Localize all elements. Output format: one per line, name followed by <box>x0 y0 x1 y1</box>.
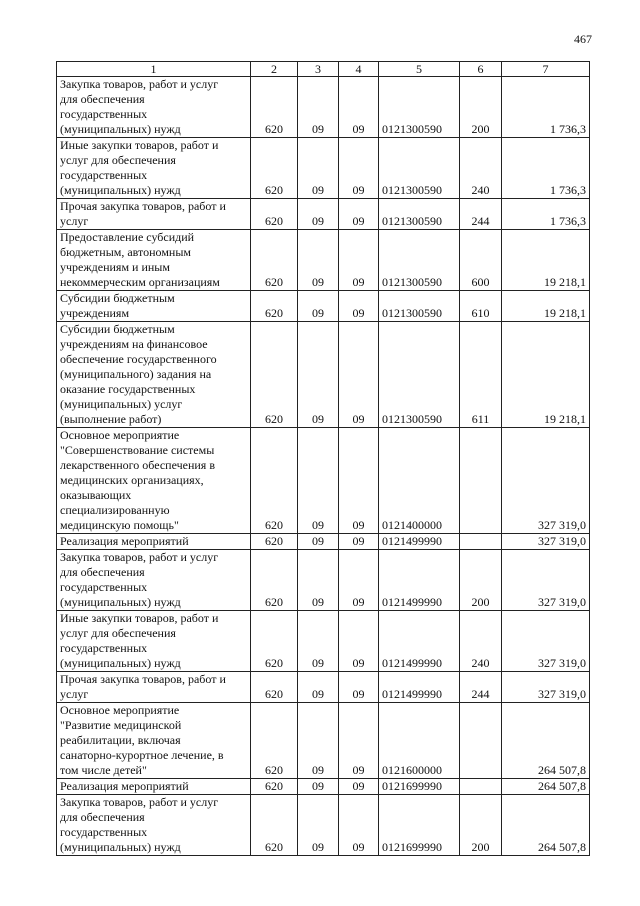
row-ministry-code: 620 <box>251 199 298 230</box>
row-item-name: Иные закупки товаров, работ и услуг для обеспечения государственных (муниципальных) нужд <box>57 138 251 199</box>
row-subsection-code: 09 <box>339 291 379 322</box>
row-expense-type: 244 <box>460 672 502 703</box>
row-expense-type: 240 <box>460 611 502 672</box>
row-target-article: 0121499990 <box>379 534 460 550</box>
table-row <box>57 534 590 550</box>
row-amount: 327 319,0 <box>502 428 590 534</box>
row-target-article: 0121300590 <box>379 199 460 230</box>
table-row <box>57 291 590 322</box>
row-section-code: 09 <box>298 199 339 230</box>
table-row <box>57 672 590 703</box>
row-item-name: Закупка товаров, работ и услуг для обеспечения государственных (муниципальных) нужд <box>57 795 251 856</box>
table-row <box>57 550 590 611</box>
row-expense-type: 600 <box>460 230 502 291</box>
row-amount: 327 319,0 <box>502 672 590 703</box>
table-row <box>57 779 590 795</box>
header-col-5: 5 <box>379 62 460 77</box>
table-row <box>57 703 590 779</box>
header-col-6: 6 <box>460 62 502 77</box>
row-item-name: Реализация мероприятий <box>57 534 251 550</box>
row-section-code: 09 <box>298 779 339 795</box>
row-expense-type: 610 <box>460 291 502 322</box>
row-item-name: Основное мероприятие "Развитие медицинской реабилитации, включая санаторно-курортное лечение, в том числе детей" <box>57 703 251 779</box>
row-item-name: Закупка товаров, работ и услуг для обеспечения государственных (муниципальных) нужд <box>57 77 251 138</box>
row-subsection-code: 09 <box>339 230 379 291</box>
row-subsection-code: 09 <box>339 779 379 795</box>
row-section-code: 09 <box>298 230 339 291</box>
table-row <box>57 199 590 230</box>
row-section-code: 09 <box>298 138 339 199</box>
row-amount: 327 319,0 <box>502 611 590 672</box>
row-section-code: 09 <box>298 428 339 534</box>
row-target-article: 0121600000 <box>379 703 460 779</box>
row-target-article: 0121300590 <box>379 230 460 291</box>
table-row <box>57 230 590 291</box>
row-expense-type: 200 <box>460 795 502 856</box>
row-amount: 327 319,0 <box>502 534 590 550</box>
row-target-article: 0121699990 <box>379 795 460 856</box>
row-subsection-code: 09 <box>339 77 379 138</box>
row-item-name: Реализация мероприятий <box>57 779 251 795</box>
row-section-code: 09 <box>298 534 339 550</box>
row-expense-type: 200 <box>460 77 502 138</box>
row-ministry-code: 620 <box>251 322 298 428</box>
row-section-code: 09 <box>298 550 339 611</box>
table-row <box>57 77 590 138</box>
row-amount: 19 218,1 <box>502 322 590 428</box>
table-row <box>57 428 590 534</box>
row-ministry-code: 620 <box>251 550 298 611</box>
row-ministry-code: 620 <box>251 534 298 550</box>
header-col-3: 3 <box>298 62 339 77</box>
table-header-row <box>57 62 590 77</box>
row-item-name: Субсидии бюджетным учреждениям на финансовое обеспечение государственного (муниципального) задания на оказание государственных (муниципальных) услуг (выполнение работ) <box>57 322 251 428</box>
table-row <box>57 138 590 199</box>
row-expense-type <box>460 703 502 779</box>
row-section-code: 09 <box>298 672 339 703</box>
row-expense-type <box>460 428 502 534</box>
budget-table <box>56 61 590 856</box>
row-item-name: Прочая закупка товаров, работ и услуг <box>57 199 251 230</box>
table-row <box>57 795 590 856</box>
row-subsection-code: 09 <box>339 795 379 856</box>
row-target-article: 0121400000 <box>379 428 460 534</box>
row-amount: 19 218,1 <box>502 291 590 322</box>
row-amount: 1 736,3 <box>502 199 590 230</box>
row-item-name: Закупка товаров, работ и услуг для обеспечения государственных (муниципальных) нужд <box>57 550 251 611</box>
row-section-code: 09 <box>298 795 339 856</box>
row-ministry-code: 620 <box>251 611 298 672</box>
row-ministry-code: 620 <box>251 672 298 703</box>
row-item-name: Субсидии бюджетным учреждениям <box>57 291 251 322</box>
row-subsection-code: 09 <box>339 428 379 534</box>
row-amount: 1 736,3 <box>502 138 590 199</box>
row-amount: 327 319,0 <box>502 550 590 611</box>
row-target-article: 0121699990 <box>379 779 460 795</box>
row-expense-type: 200 <box>460 550 502 611</box>
table-row <box>57 322 590 428</box>
row-expense-type: 240 <box>460 138 502 199</box>
header-col-7: 7 <box>502 62 590 77</box>
header-col-2: 2 <box>251 62 298 77</box>
row-ministry-code: 620 <box>251 428 298 534</box>
row-expense-type <box>460 779 502 795</box>
row-subsection-code: 09 <box>339 322 379 428</box>
page-number: 467 <box>574 32 592 46</box>
row-ministry-code: 620 <box>251 291 298 322</box>
table-row <box>57 611 590 672</box>
row-amount: 1 736,3 <box>502 77 590 138</box>
row-expense-type: 611 <box>460 322 502 428</box>
row-amount: 19 218,1 <box>502 230 590 291</box>
row-target-article: 0121300590 <box>379 138 460 199</box>
row-expense-type: 244 <box>460 199 502 230</box>
header-col-4: 4 <box>339 62 379 77</box>
row-amount: 264 507,8 <box>502 795 590 856</box>
row-subsection-code: 09 <box>339 199 379 230</box>
row-ministry-code: 620 <box>251 77 298 138</box>
header-col-1: 1 <box>57 62 251 77</box>
row-ministry-code: 620 <box>251 703 298 779</box>
row-subsection-code: 09 <box>339 534 379 550</box>
row-section-code: 09 <box>298 291 339 322</box>
row-expense-type <box>460 534 502 550</box>
row-section-code: 09 <box>298 703 339 779</box>
row-target-article: 0121300590 <box>379 77 460 138</box>
row-subsection-code: 09 <box>339 550 379 611</box>
row-ministry-code: 620 <box>251 779 298 795</box>
table-body <box>57 77 590 856</box>
row-item-name: Прочая закупка товаров, работ и услуг <box>57 672 251 703</box>
row-amount: 264 507,8 <box>502 779 590 795</box>
row-amount: 264 507,8 <box>502 703 590 779</box>
row-section-code: 09 <box>298 611 339 672</box>
row-subsection-code: 09 <box>339 703 379 779</box>
row-ministry-code: 620 <box>251 138 298 199</box>
row-section-code: 09 <box>298 77 339 138</box>
row-target-article: 0121499990 <box>379 611 460 672</box>
row-ministry-code: 620 <box>251 795 298 856</box>
row-subsection-code: 09 <box>339 138 379 199</box>
row-target-article: 0121499990 <box>379 550 460 611</box>
row-item-name: Предоставление субсидий бюджетным, автономным учреждениям и иным некоммерческим организациям <box>57 230 251 291</box>
row-ministry-code: 620 <box>251 230 298 291</box>
row-section-code: 09 <box>298 322 339 428</box>
row-target-article: 0121300590 <box>379 291 460 322</box>
row-item-name: Основное мероприятие "Совершенствование системы лекарственного обеспечения в медицинских организациях, оказывающих специализированную медицинскую помощь" <box>57 428 251 534</box>
row-subsection-code: 09 <box>339 611 379 672</box>
row-target-article: 0121499990 <box>379 672 460 703</box>
row-subsection-code: 09 <box>339 672 379 703</box>
row-target-article: 0121300590 <box>379 322 460 428</box>
row-item-name: Иные закупки товаров, работ и услуг для обеспечения государственных (муниципальных) нужд <box>57 611 251 672</box>
